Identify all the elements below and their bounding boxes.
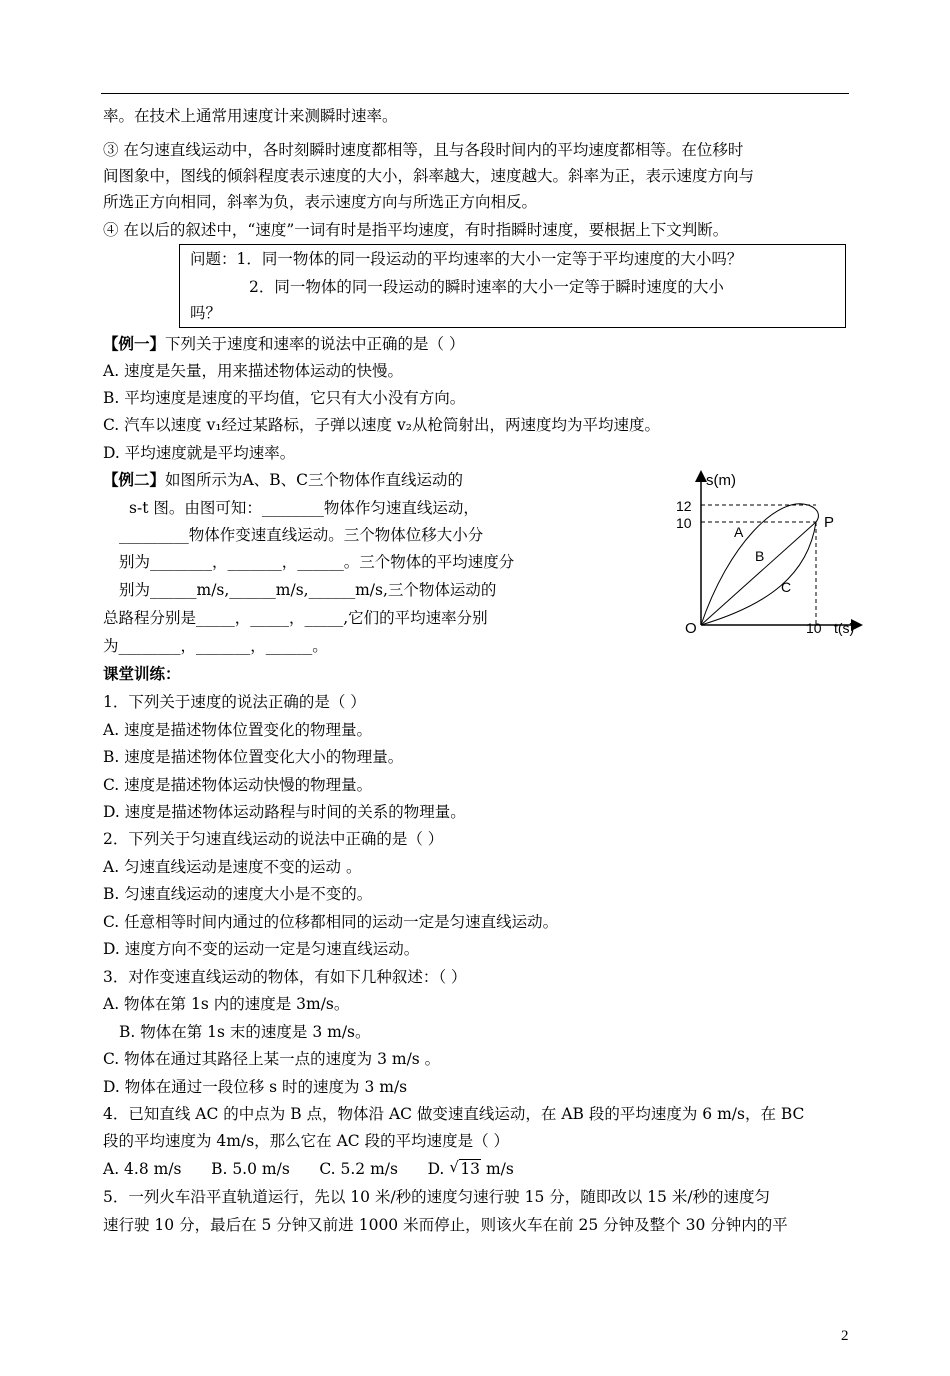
practice-line: D. 速度方向不变的运动一定是匀速直线运动。 xyxy=(103,940,420,958)
example2-line: 为________，_______，______。 xyxy=(103,637,328,655)
question-line: 2．同一物体的同一段运动的瞬时速率的大小一定等于瞬时速度的大小 xyxy=(249,278,724,296)
text-line: 率。在技术上通常用速度计来测瞬时速率。 xyxy=(103,107,398,125)
example2-line: _________物体作变速直线运动。三个物体位移大小分 xyxy=(119,526,484,544)
line-b xyxy=(701,522,816,625)
y-tick-10: 10 xyxy=(676,515,692,531)
q4-option-a: A. 4.8 m/s xyxy=(103,1160,182,1178)
practice-line: 2．下列关于匀速直线运动的说法中正确的是（ ） xyxy=(103,830,444,848)
practice-line: B. 匀速直线运动的速度大小是不变的。 xyxy=(103,885,373,903)
example2-line: 别为________，_______，______。三个物体的平均速度分 xyxy=(119,553,515,571)
section-heading: 课堂训练： xyxy=(103,664,181,683)
practice-line: 1．下列关于速度的说法正确的是（ ） xyxy=(103,693,366,711)
page-number: 2 xyxy=(841,1328,849,1344)
example2-head: 【例二】 xyxy=(103,470,166,489)
example2-line: 【例二】如图所示为A、B、C三个物体作直线运动的 xyxy=(103,470,463,489)
text-line: 间图象中，图线的倾斜程度表示速度的大小，斜率越大，速度越大。斜率为正，表示速度方向与 xyxy=(103,167,755,185)
x-axis-label: t(s) xyxy=(834,620,855,636)
practice-line: 速行驶 10 分，最后在 5 分钟又前进 1000 米而停止，则该火车在前 25 分钟及整个 30 分钟内的平 xyxy=(103,1216,788,1234)
origin-label: O xyxy=(685,620,697,637)
practice-line: A. 匀速直线运动是速度不变的运动 。 xyxy=(103,858,362,876)
option: B. 平均速度是速度的平均值，它只有大小没有方向。 xyxy=(103,389,466,407)
label-b: B xyxy=(755,548,765,564)
practice-line: 4．已知直线 AC 的中点为 B 点，物体沿 AC 做变速直线运动，在 AB 段的平均速度为 6 m/s，在 BC xyxy=(103,1105,805,1123)
practice-line: A. 速度是描述物体位置变化的物理量。 xyxy=(103,721,373,739)
option: D. 平均速度就是平均速率。 xyxy=(103,444,296,462)
practice-line: 段的平均速度为 4m/s，那么它在 AC 段的平均速度是（ ） xyxy=(103,1132,509,1150)
example2-line: s-t 图。由图可知：________物体作匀速直线运动， xyxy=(129,499,479,517)
question-box xyxy=(179,244,846,328)
y-axis-label: s(m) xyxy=(706,472,736,489)
header-rule xyxy=(101,93,849,94)
q4-options xyxy=(103,1159,514,1179)
practice-line: 5．一列火车沿平直轨道运行，先以 10 米/秒的速度匀速行驶 15 分，随即改以 15 米/秒的速度匀 xyxy=(103,1188,771,1206)
label-a: A xyxy=(734,524,744,540)
q4-option-c: C. 5.2 m/s xyxy=(319,1160,398,1178)
example1-head: 【例一】 xyxy=(103,334,166,353)
example2-line: 别为______m/s,______m/s,______m/s,三个物体运动的 xyxy=(119,581,497,599)
example1-stem: 【例一】下列关于速度和速率的说法中正确的是（ ） xyxy=(103,334,465,353)
practice-line: 3．对作变速直线运动的物体，有如下几种叙述：（ ） xyxy=(103,968,467,986)
practice-line: C. 速度是描述物体运动快慢的物理量。 xyxy=(103,776,373,794)
y-tick-12: 12 xyxy=(676,498,692,514)
x-tick-10: 10 xyxy=(806,620,822,636)
practice-line: A. 物体在第 1s 内的速度是 3m/s。 xyxy=(103,995,350,1013)
example2-line: 总路程分别是_____，_____，_____,它们的平均速率分别 xyxy=(103,609,488,627)
practice-line: C. 任意相等时间内通过的位移都相同的运动一定是匀速直线运动。 xyxy=(103,913,559,931)
q4-option-b: B. 5.0 m/s xyxy=(211,1160,290,1178)
st-graph xyxy=(668,465,868,645)
option: C. 汽车以速度 v₁经过某路标，子弹以速度 v₂从枪筒射出，两速度均为平均速度。 xyxy=(103,416,660,434)
question-line: 问题：1．同一物体的同一段运动的平均速率的大小一定等于平均速度的大小吗？ xyxy=(190,250,743,268)
sqrt-symbol: √ 13 xyxy=(449,1158,481,1178)
practice-line: B. 速度是描述物体位置变化大小的物理量。 xyxy=(103,748,404,766)
practice-line: D. 速度是描述物体运动路程与时间的关系的物理量。 xyxy=(103,803,466,821)
point-p: P xyxy=(824,514,835,531)
text-line: 所选正方向相同，斜率为负，表示速度方向与所选正方向相反。 xyxy=(103,193,538,211)
text-line: ③ 在匀速直线运动中，各时刻瞬时速度都相等，且与各段时间内的平均速度都相等。在位移时 xyxy=(103,141,744,159)
label-c: C xyxy=(781,579,792,595)
practice-line: B. 物体在第 1s 末的速度是 3 m/s。 xyxy=(119,1023,371,1041)
question-line: 吗？ xyxy=(190,304,222,322)
practice-line: D. 物体在通过一段位移 s 时的速度为 3 m/s xyxy=(103,1078,408,1096)
practice-line: C. 物体在通过其路径上某一点的速度为 3 m/s 。 xyxy=(103,1050,441,1068)
option: A. 速度是矢量，用来描述物体运动的快慢。 xyxy=(103,362,404,380)
text-line: ④ 在以后的叙述中，“速度”一词有时是指平均速度，有时指瞬时速度，要根据上下文判断。 xyxy=(103,221,729,239)
q4-option-d: D. √ 13 m/s xyxy=(427,1158,514,1178)
